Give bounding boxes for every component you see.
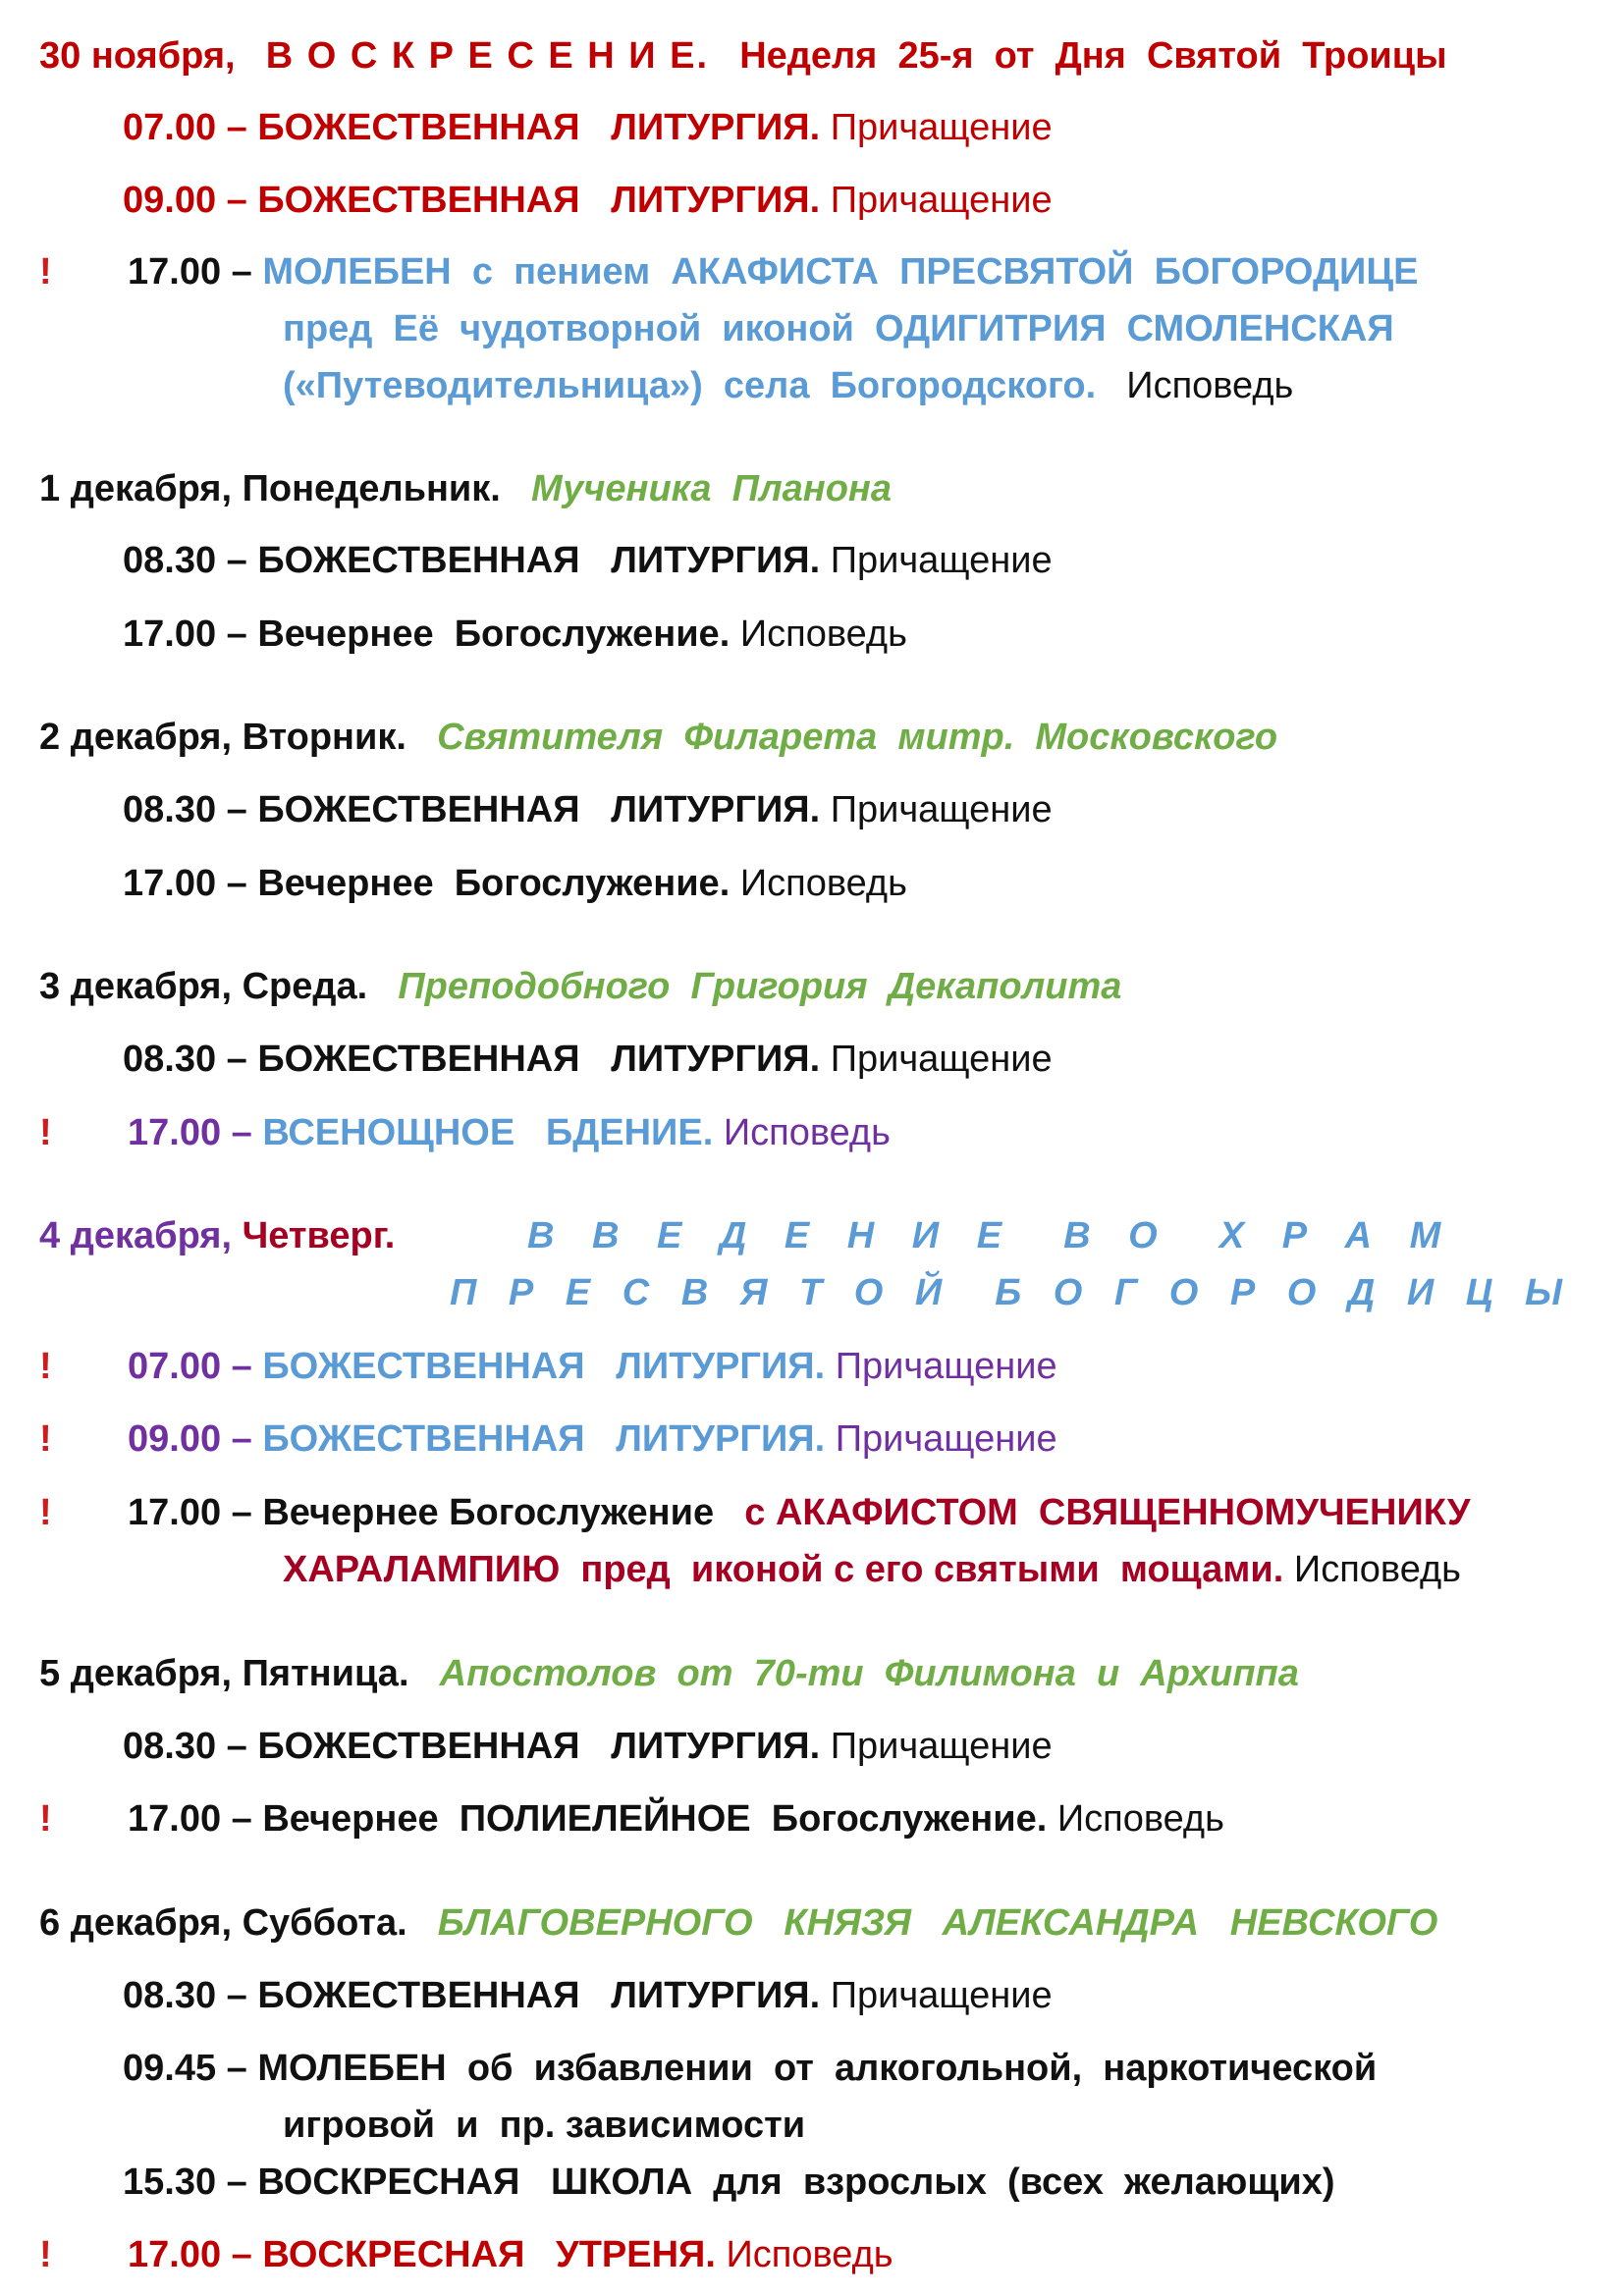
important-marker: !	[39, 1112, 52, 1153]
service-time: 07.00 –	[123, 107, 247, 148]
service-name: БОЖЕСТВЕННАЯ ЛИТУРГИЯ	[257, 1726, 810, 1767]
day-feast: Апостолов от 70-ти Филимона и Архиппа	[439, 1653, 1299, 1694]
service-name: БОЖЕСТВЕННАЯ ЛИТУРГИЯ	[262, 1418, 815, 1460]
service-time: 08.30 –	[123, 1039, 247, 1080]
service-row: 17.00 – Вечернее ПОЛИЕЛЕЙНОЕ Богослужение. Исповедь	[128, 1798, 1224, 1840]
service-time: 17.00 –	[128, 2234, 252, 2275]
service-note: Исповедь	[739, 614, 907, 655]
day-header-1-dec	[39, 466, 892, 511]
day-header-3-dec	[39, 964, 1121, 1009]
service-time: 08.30 –	[123, 540, 247, 581]
service-time: 17.00 –	[128, 1492, 252, 1533]
service-row: 07.00 – БОЖЕСТВЕННАЯ ЛИТУРГИЯ. Причащение	[123, 107, 1053, 148]
service-row: 08.30 – БОЖЕСТВЕННАЯ ЛИТУРГИЯ. Причащение	[123, 1726, 1053, 1767]
service-note: Исповедь	[723, 1112, 891, 1153]
important-marker: !	[39, 2234, 52, 2275]
service-note: Причащение	[830, 1975, 1053, 2016]
day-weekday: Вторник.	[242, 717, 406, 758]
service-row: 09.00 – БОЖЕСТВЕННАЯ ЛИТУРГИЯ. Причащение	[128, 1418, 1057, 1460]
day-date: 1 декабря,	[39, 468, 233, 509]
feast-title	[527, 1213, 1454, 1258]
day-weekday: Суббота.	[242, 1902, 407, 1944]
service-name: БОЖЕСТВЕННАЯ ЛИТУРГИЯ	[257, 1039, 810, 1080]
feast-title	[450, 1270, 1573, 1315]
service-time: 09.00 –	[128, 1418, 252, 1460]
service-time: 17.00 –	[123, 863, 247, 904]
service-note: Исповедь	[1126, 365, 1294, 406]
day-weekday: Четверг.	[242, 1215, 396, 1256]
service-row: 17.00 – Вечернее Богослужение. Исповедь	[123, 863, 907, 904]
day-feast: Святителя Филарета митр. Московского	[437, 717, 1278, 758]
service-row: 08.30 – БОЖЕСТВЕННАЯ ЛИТУРГИЯ. Причащение	[123, 540, 1053, 581]
service-row	[128, 249, 1418, 294]
service-note: Причащение	[835, 1418, 1057, 1460]
service-row: 09.00 – БОЖЕСТВЕННАЯ ЛИТУРГИЯ. Причащение	[123, 180, 1053, 221]
service-row	[123, 2046, 1377, 2091]
service-note: Причащение	[835, 1346, 1057, 1387]
service-name: БОЖЕСТВЕННАЯ ЛИТУРГИЯ	[257, 1975, 810, 2016]
service-extra-2: ХАРАЛАМПИЮ пред иконой с его святыми мощами	[283, 1549, 1273, 1590]
day-date: 3 декабря,	[39, 966, 233, 1007]
service-note: Причащение	[830, 107, 1053, 148]
day-weekday: В О С К Р Е С Е Н И Е.	[265, 35, 710, 77]
day-weekday: Понедельник.	[242, 468, 501, 509]
important-marker: !	[39, 1346, 52, 1387]
service-time: 08.30 –	[123, 789, 247, 830]
important-marker: !	[39, 1492, 52, 1533]
service-note: Причащение	[830, 1039, 1053, 1080]
service-note: Исповедь	[1056, 1798, 1224, 1840]
day-header-6-dec	[39, 1900, 1437, 1946]
service-row: 08.30 – БОЖЕСТВЕННАЯ ЛИТУРГИЯ. Причащение	[123, 1975, 1053, 2016]
service-row: 17.00 – ВСЕНОЩНОЕ БДЕНИЕ. Исповедь	[128, 1112, 891, 1153]
day-date: 5 декабря,	[39, 1653, 233, 1694]
service-row	[123, 2160, 1335, 2205]
service-name: ВОСКРЕСНАЯ УТРЕНЯ	[262, 2234, 706, 2275]
service-continuation: ХАРАЛАМПИЮ пред иконой с его святыми мощами. Исповедь	[283, 1549, 1461, 1590]
service-row: 07.00 – БОЖЕСТВЕННАЯ ЛИТУРГИЯ. Причащение	[128, 1346, 1057, 1387]
day-feast: Мученика Планона	[530, 468, 892, 509]
day-header-5-dec	[39, 1651, 1299, 1696]
service-name: БОЖЕСТВЕННАЯ ЛИТУРГИЯ	[257, 789, 810, 830]
feast-line-1: В В Е Д Е Н И Е В О Х Р А М	[527, 1215, 1455, 1256]
feast-line-2: П Р Е С В Я Т О Й Б О Г О Р О Д И Ц Ы	[450, 1272, 1574, 1313]
service-name: Вечернее ПОЛИЕЛЕЙНОЕ Богослужение	[262, 1798, 1037, 1840]
day-date: 2 декабря,	[39, 717, 233, 758]
service-time: 17.00 –	[128, 1112, 252, 1153]
day-header-30-nov	[39, 33, 1447, 79]
service-name: БОЖЕСТВЕННАЯ ЛИТУРГИЯ	[257, 180, 810, 221]
service-name: БОЖЕСТВЕННАЯ ЛИТУРГИЯ	[257, 540, 810, 581]
service-note: Исповедь	[726, 2234, 893, 2275]
service-time: 17.00 –	[123, 614, 247, 655]
service-time: 07.00 –	[128, 1346, 252, 1387]
service-row	[128, 1490, 1471, 1535]
service-name: Вечернее Богослужение	[257, 614, 720, 655]
service-note: Причащение	[830, 180, 1053, 221]
service-name: БОЖЕСТВЕННАЯ ЛИТУРГИЯ	[257, 107, 810, 148]
service-name: ВСЕНОЩНОЕ БДЕНИЕ	[262, 1112, 703, 1153]
service-continuation: («Путеводительница») села Богородского. Исповедь	[283, 365, 1294, 406]
service-time: 15.30 –	[123, 2162, 247, 2203]
service-row: 08.30 – БОЖЕСТВЕННАЯ ЛИТУРГИЯ. Причащение	[123, 1039, 1053, 1080]
service-note: Причащение	[830, 789, 1053, 830]
service-time: 08.30 –	[123, 1975, 247, 2016]
service-time: 09.45 –	[123, 2048, 247, 2089]
important-marker: !	[39, 1798, 52, 1840]
day-header-2-dec	[39, 715, 1277, 760]
day-header-4-dec	[39, 1213, 395, 1258]
day-weekday: Пятница.	[242, 1653, 409, 1694]
day-date: 6 декабря,	[39, 1902, 233, 1944]
service-time: 08.30 –	[123, 1726, 247, 1767]
service-time: 17.00 –	[128, 251, 252, 293]
service-note: Исповедь	[1293, 1549, 1461, 1590]
service-note: Исповедь	[739, 863, 907, 904]
service-row: 08.30 – БОЖЕСТВЕННАЯ ЛИТУРГИЯ. Причащение	[123, 789, 1053, 830]
service-continuation	[283, 2103, 805, 2148]
service-line-1: МОЛЕБЕН с пением АКАФИСТА ПРЕСВЯТОЙ БОГОРОДИЦЕ	[262, 251, 1419, 293]
service-name: ВОСКРЕСНАЯ ШКОЛА для взрослых (всех желающих)	[257, 2162, 1335, 2203]
service-note: Причащение	[830, 1726, 1053, 1767]
service-name: БОЖЕСТВЕННАЯ ЛИТУРГИЯ	[262, 1346, 815, 1387]
service-extra-1: с АКАФИСТОМ СВЯЩЕННОМУЧЕНИКУ	[744, 1492, 1471, 1533]
service-continuation	[283, 306, 1394, 351]
day-feast: БЛАГОВЕРНОГО КНЯЗЯ АЛЕКСАНДРА НЕВСКОГО	[437, 1902, 1438, 1944]
service-name: Вечернее Богослужение	[262, 1492, 715, 1533]
service-name: Вечернее Богослужение	[257, 863, 720, 904]
service-line-2: игровой и пр. зависимости	[283, 2105, 806, 2146]
service-line-1: МОЛЕБЕН об избавлении от алкогольной, наркотической	[257, 2048, 1378, 2089]
day-weekday: Среда.	[242, 966, 368, 1007]
day-feast: Преподобного Григория Декаполита	[398, 966, 1122, 1007]
service-time: 17.00 –	[128, 1798, 252, 1840]
service-row: 17.00 – Вечернее Богослужение. Исповедь	[123, 614, 907, 655]
service-line-3: («Путеводительница») села Богородского	[283, 365, 1086, 406]
day-date: 30 ноября,	[39, 35, 236, 77]
important-marker: !	[39, 251, 52, 293]
service-row: 17.00 – ВОСКРЕСНАЯ УТРЕНЯ. Исповедь	[128, 2234, 893, 2275]
service-note: Причащение	[830, 540, 1053, 581]
service-time: 09.00 –	[123, 180, 247, 221]
day-date: 4 декабря,	[39, 1215, 233, 1256]
day-feast: Неделя 25-я от Дня Святой Троицы	[739, 35, 1447, 77]
service-line-2: пред Её чудотворной иконой ОДИГИТРИЯ СМОЛЕНСКАЯ	[283, 308, 1394, 349]
important-marker: !	[39, 1418, 52, 1460]
